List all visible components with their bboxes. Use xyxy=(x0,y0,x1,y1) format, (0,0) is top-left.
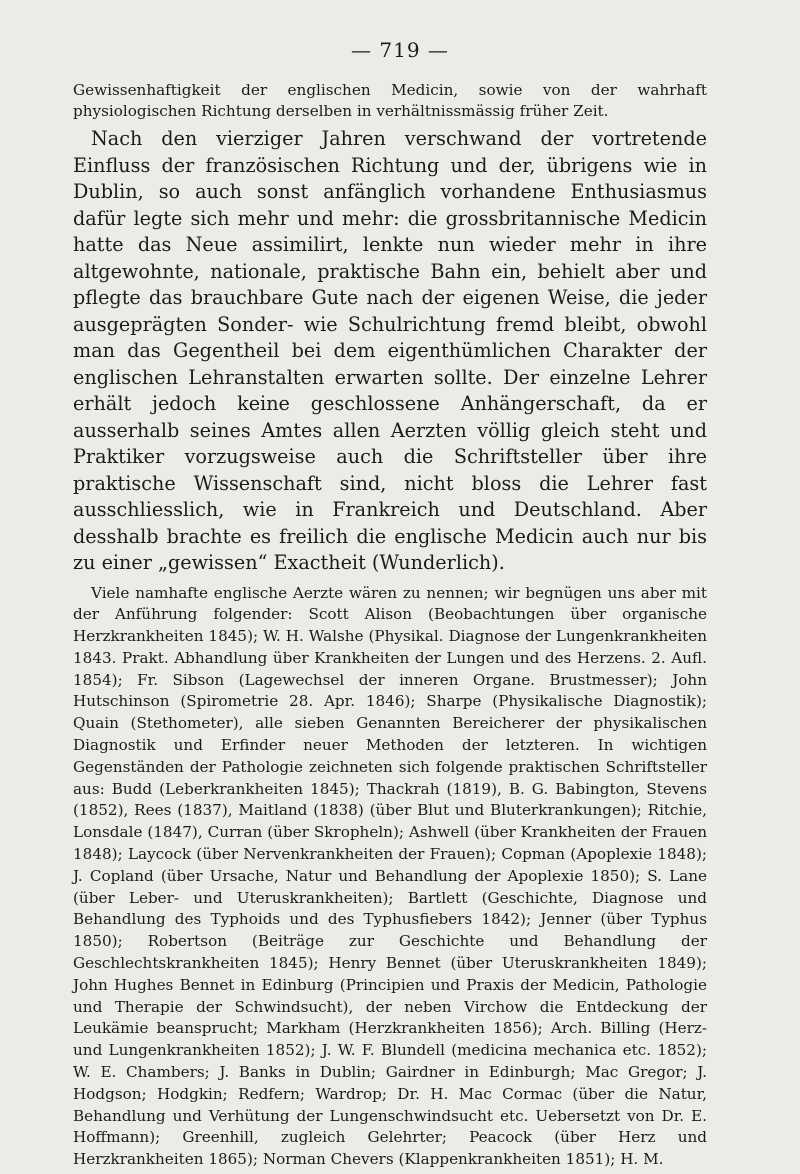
page-number: — 719 — xyxy=(351,38,449,62)
main-paragraph: Nach den vierziger Jahren verschwand der vortretende Einfluss der französischen Richtung und der, übrigens wie in Dublin, so auch sonst anfänglich vorhandene Enthusiasmus dafür legte sich mehr und mehr: die grossbritannische Medicin hatte das Neue assimilirt, lenkte nun wieder mehr in ihre altgewohnte, nationale, praktische Bahn ein, behielt aber und pflegte das brauchbare Gute nach der eigenen Weise, die jeder ausgeprägten Sonder- wie Schulrichtung fremd bleibt, obwohl man das Gegentheil bei dem eigenthümlichen Charakter der englischen Lehranstalten erwarten sollte. Der einzelne Lehrer erhält jedoch keine geschlossene Anhängerschaft, da er ausserhalb seines Amtes allen Aerzten völlig gleich steht und Praktiker vorzugsweise auch die Schriftsteller über ihre praktische Wissenschaft sind, nicht bloss die Lehrer fast ausschliesslich, wie in Frankreich und Deutschland. Aber desshalb brachte es freilich die englische Medicin auch nur bis zu einer „gewissen“ Exactheit (Wunderlich). xyxy=(73,127,707,574)
notes-paragraph: Viele namhafte englische Aerzte wären zu nennen; wir begnügen uns aber mit der Anführung folgender: Scott Alison (Beobachtungen über organische Herzkrankheiten 1845); W. H. Walshe (Physikal. Diagnose der Lungenkrankheiten 1843. Prakt. Abhandlung über Krankheiten der Lungen und des Herzens. 2. Aufl. 1854); Fr. Sibson (Lagewechsel der inneren Organe. Brustmesser); John Hutschinson (Spirometrie 28. Apr. 1846); Sharpe (Physikalische Diagnostik); Quain (Stethometer), alle sieben Genannten Bereicherer der physikalischen Diagnostik und Erfinder neuer Methoden der letzteren. In wichtigen Gegenständen der Pathologie zeichneten sich folgende praktischen Schriftsteller aus: Budd (Leberkrankheiten 1845); Thackrah (1819), B. G. Babington, Stevens (1852), Rees (1837), Maitland (1838) (über Blut und Bluterkrankungen); Ritchie, Lonsdale (1847), Curran (über Skropheln); Ashwell (über Krankheiten der Frauen 1848); Laycock (über Nervenkrankheiten der Frauen); Copman (Apoplexie 1848); J. Copland (über Ursache, Natur und Behandlung der Apoplexie 1850); S. Lane (über Leber- und Uteruskrankheiten); Bartlett (Geschichte, Diagnose und Behandlung des Typhoids und des Typhusfiebers 1842); Jenner (über Typhus 1850); Robertson (Beiträge zur Geschichte und Behandlung der Geschlechtskrankheiten 1845); Henry Bennet (über Uteruskrankheiten 1849); John Hughes Bennet in Edinburg (Principien und Praxis der Medicin, Pathologie und Therapie der Schwindsucht), der neben Virchow die Entdeckung der Leukämie beansprucht; Markham (Herzkrankheiten 1856); Arch. Billing (Herz- und Lungenkrankheiten 1852); J. W. F. Blundell (medicina mechanica etc. 1852); W. E. Chambers; J. Banks in Dublin; Gairdner in Edinburgh; Mac Gregor; J. Hodgson; Hodgkin; Redfern; Wardrop; Dr. H. Mac Cormac (über die Natur, Behandlung und Verhütung der Lungenschwindsucht etc. Uebersetzt von Dr. E. Hoffmann); Greenhill, zugleich Gelehrter; Peacock (über Herz und Herzkrankheiten 1865); Norman Chevers (Klappenkrankheiten 1851); H. M. xyxy=(73,583,707,1169)
text-body xyxy=(73,80,707,1171)
intro-paragraph: Gewissenhaftigkeit der englischen Medicin, sowie von der wahrhaft physiologischen Richtung derselben in verhältnissmässig früher Zeit. xyxy=(73,81,707,120)
